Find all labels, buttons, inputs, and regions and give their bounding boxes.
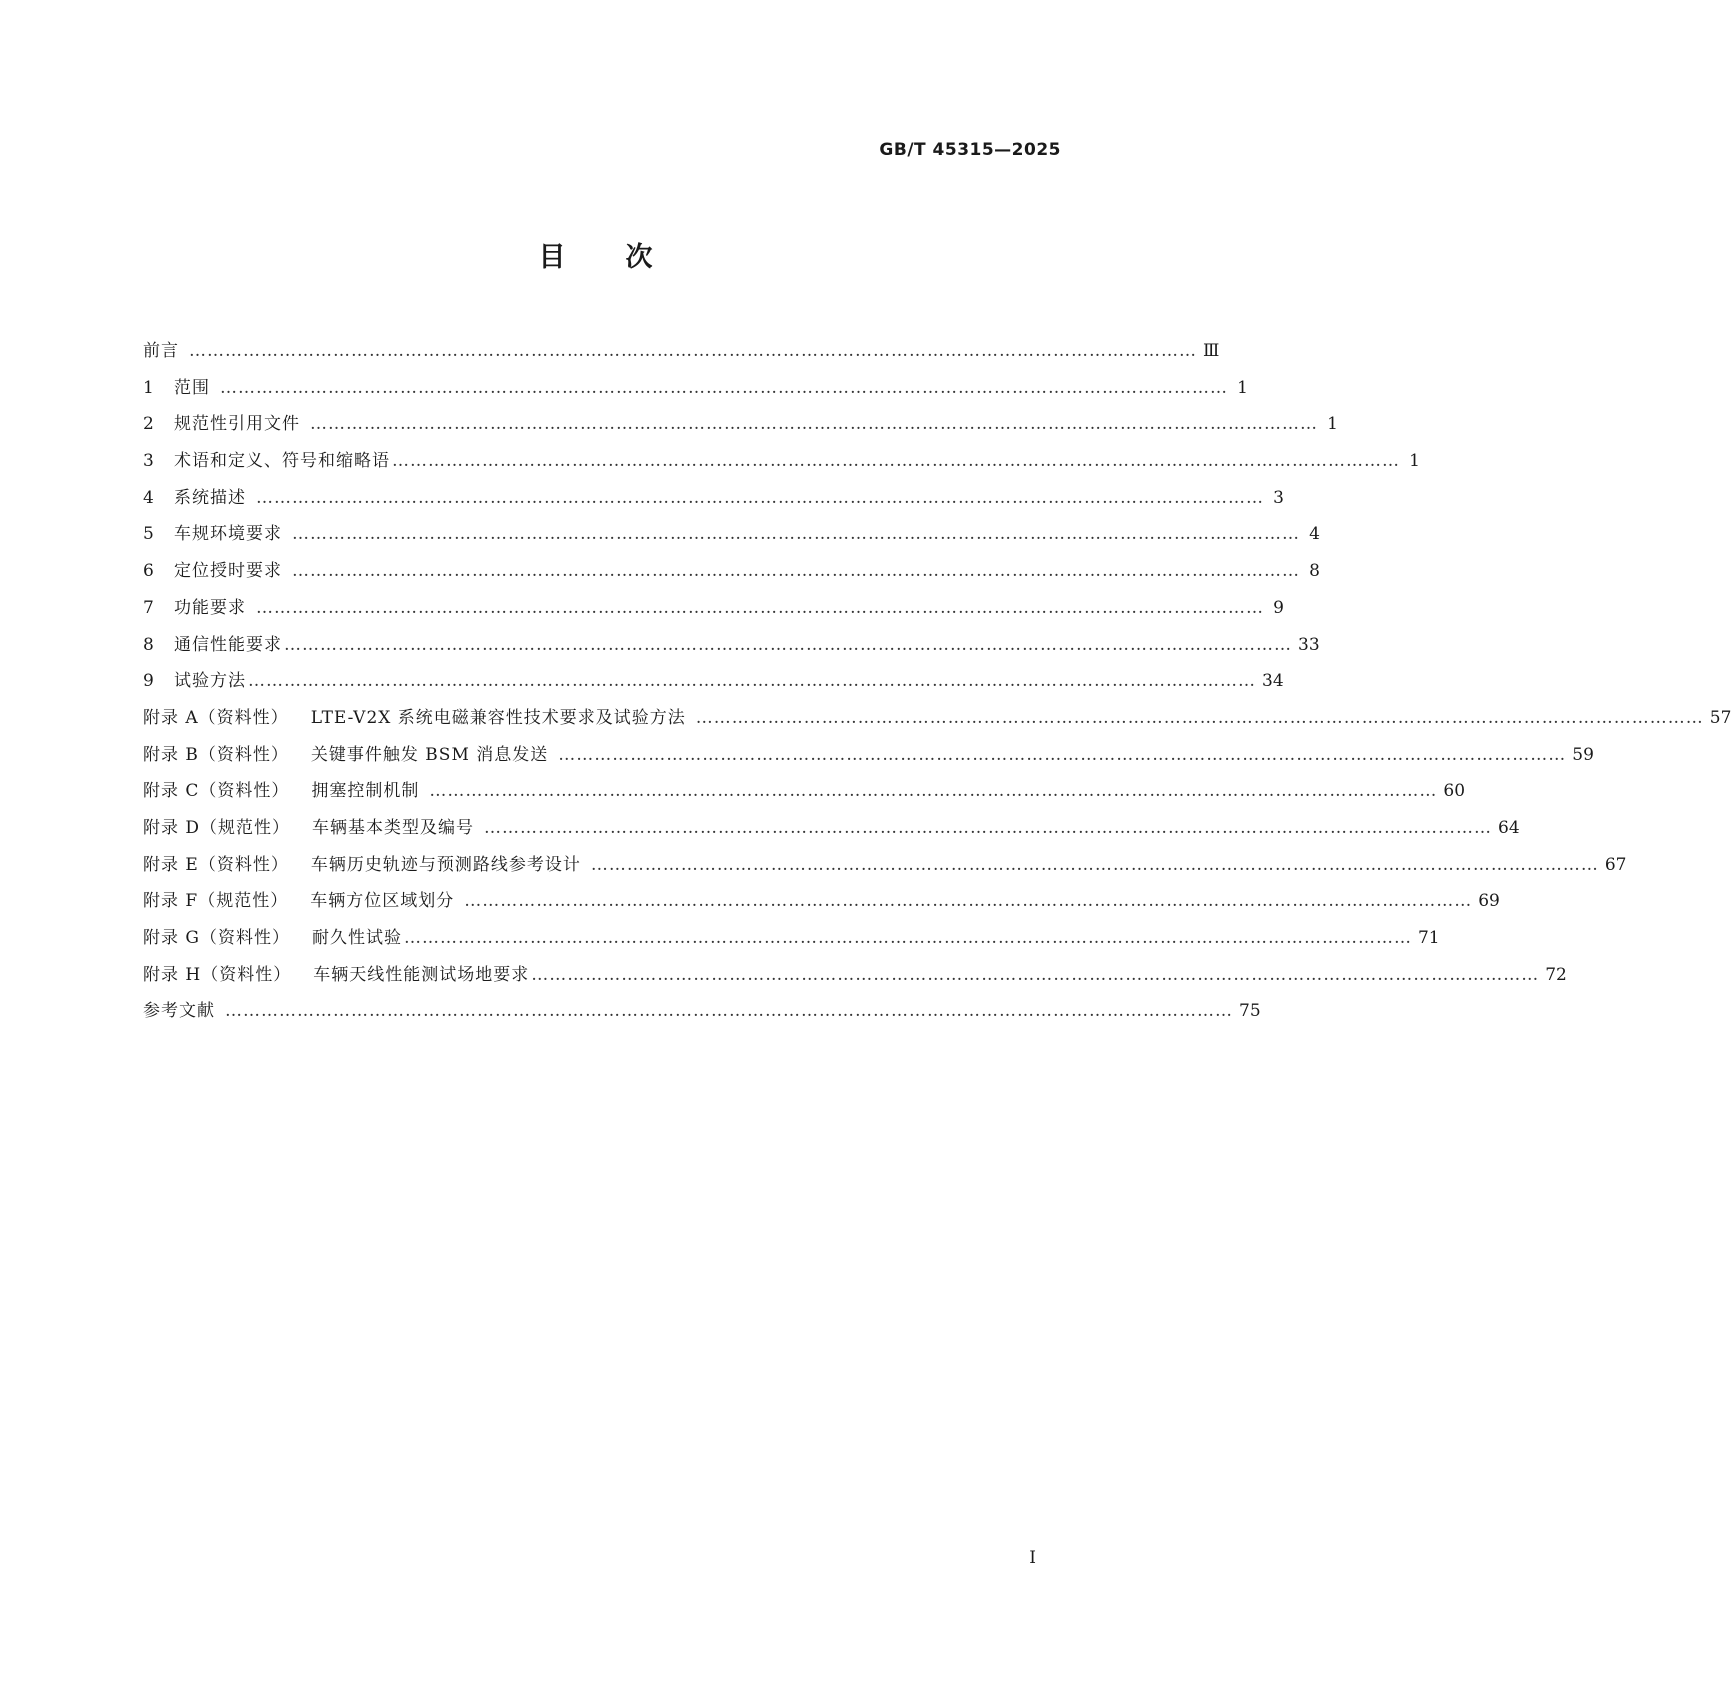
toc-entry-label: 定位授时要求: [174, 561, 282, 582]
toc-leader-dots: ……………………………………………………………………………………………………………………………………………………: [292, 561, 1300, 582]
toc-leader-dots: ……………………………………………………………………………………………………………………………………………………: [189, 341, 1197, 361]
toc-entry-label: 试验方法: [174, 671, 246, 692]
toc-entry-page: 9: [1273, 597, 1284, 618]
toc-entry-page: 69: [1478, 891, 1500, 912]
toc-entry-subtitle: 车辆天线性能测试场地要求: [313, 964, 530, 985]
toc-entry-subtitle: 车辆基本类型及编号: [312, 817, 475, 838]
toc-entry-page: 1: [1237, 377, 1248, 398]
toc-entry-number: 9: [143, 671, 154, 692]
toc-leader-dots: ……………………………………………………………………………………………………………………………………………………: [225, 1001, 1233, 1022]
toc-entry-label: 通信性能要求: [174, 634, 282, 655]
toc-entry-page: 60: [1443, 781, 1466, 802]
toc-entry-annex-e[interactable]: [143, 854, 1627, 891]
toc-entry-page: 72: [1545, 964, 1567, 985]
toc-entry-3[interactable]: [143, 450, 1420, 487]
toc-entry-7[interactable]: [143, 597, 1284, 634]
toc-leader-dots: ……………………………………………………………………………………………………………………………………………………: [695, 707, 1704, 728]
toc-entry-annex-c[interactable]: [143, 780, 1466, 817]
toc-leader-dots: ……………………………………………………………………………………………………………………………………………………: [403, 928, 1412, 948]
toc-entry-page: 57: [1709, 707, 1731, 728]
toc-entry-label: 功能要求: [174, 597, 246, 618]
table-of-contents: [143, 340, 1731, 1037]
toc-entry-page: 64: [1498, 817, 1520, 838]
toc-entry-label: 附录 E（资料性）: [143, 854, 289, 875]
toc-entry-page: 1: [1327, 414, 1338, 435]
toc-entry-subtitle: 拥塞控制机制: [311, 781, 420, 802]
toc-entry-subtitle: 关键事件触发 BSM 消息发送: [310, 744, 549, 765]
toc-leader-dots: ……………………………………………………………………………………………………………………………………………………: [310, 414, 1318, 435]
toc-entry-page: 8: [1309, 561, 1320, 582]
toc-entry-label: 参考文献: [143, 1001, 215, 1022]
toc-entry-label: 附录 A（资料性）: [143, 707, 289, 728]
toc-entry-8[interactable]: [143, 634, 1320, 671]
toc-entry-number: 2: [143, 414, 154, 435]
toc-entry-annex-g[interactable]: [143, 927, 1440, 964]
toc-entry-label: 前言: [143, 341, 179, 361]
toc-entry-label: 附录 F（规范性）: [143, 891, 289, 912]
toc-leader-dots: ……………………………………………………………………………………………………………………………………………………: [429, 781, 1438, 802]
toc-entry-page: 67: [1604, 854, 1627, 875]
toc-entry-page: 75: [1239, 1001, 1261, 1022]
toc-leader-dots: ……………………………………………………………………………………………………………………………………………………: [284, 634, 1292, 655]
toc-entry-annex-h[interactable]: [143, 964, 1567, 1001]
toc-entry-label: 术语和定义、符号和缩略语: [174, 451, 390, 472]
toc-entry-annex-b[interactable]: [143, 744, 1594, 781]
toc-entry-label: 系统描述: [174, 487, 246, 508]
toc-entry-page: 59: [1572, 744, 1594, 765]
toc-leader-dots: ……………………………………………………………………………………………………………………………………………………: [531, 964, 1540, 985]
toc-entry-label: 附录 D（规范性）: [143, 817, 291, 838]
standard-code: GB/T 45315—2025: [879, 140, 1061, 160]
toc-entry-page: 4: [1309, 524, 1320, 545]
toc-entry-annex-f[interactable]: [143, 890, 1500, 927]
toc-entry-9[interactable]: [143, 670, 1284, 707]
toc-entry-annex-d[interactable]: [143, 817, 1520, 854]
toc-entry-label: 附录 G（资料性）: [143, 928, 290, 948]
toc-entry-label: 范围: [174, 377, 210, 398]
toc-leader-dots: ……………………………………………………………………………………………………………………………………………………: [292, 524, 1300, 545]
toc-entry-subtitle: 车辆历史轨迹与预测路线参考设计: [310, 854, 581, 875]
toc-entry-label: 车规环境要求: [174, 524, 282, 545]
page-number: Ⅰ: [1029, 1548, 1036, 1568]
toc-entry-number: 6: [143, 561, 154, 582]
toc-entry-subtitle: LTE-V2X 系统电磁兼容性技术要求及试验方法: [310, 707, 686, 728]
toc-entry-foreword[interactable]: [143, 340, 1220, 377]
toc-entry-6[interactable]: [143, 560, 1320, 597]
toc-entry-page: 1: [1409, 451, 1420, 472]
toc-leader-dots: ……………………………………………………………………………………………………………………………………………………: [220, 377, 1228, 398]
toc-entry-label: 附录 B（资料性）: [143, 744, 289, 765]
toc-entry-number: 3: [143, 451, 154, 472]
toc-entry-page: 34: [1262, 671, 1284, 692]
toc-entry-1[interactable]: [143, 377, 1248, 414]
toc-leader-dots: ……………………………………………………………………………………………………………………………………………………: [248, 671, 1256, 692]
toc-leader-dots: ……………………………………………………………………………………………………………………………………………………: [484, 817, 1493, 838]
toc-entry-annex-a[interactable]: [143, 707, 1731, 744]
toc-entry-references[interactable]: [143, 1000, 1261, 1037]
toc-entry-page: Ⅲ: [1203, 341, 1220, 361]
toc-entry-number: 7: [143, 597, 154, 618]
toc-entry-2[interactable]: [143, 413, 1338, 450]
toc-leader-dots: ……………………………………………………………………………………………………………………………………………………: [590, 854, 1599, 875]
toc-entry-number: 4: [143, 487, 154, 508]
toc-leader-dots: ……………………………………………………………………………………………………………………………………………………: [256, 487, 1264, 508]
toc-entry-number: 8: [143, 634, 154, 655]
toc-entry-page: 33: [1298, 634, 1320, 655]
toc-entry-number: 5: [143, 524, 154, 545]
toc-entry-subtitle: 耐久性试验: [311, 928, 402, 948]
toc-entry-label: 附录 C（资料性）: [143, 781, 290, 802]
toc-entry-page: 3: [1273, 487, 1284, 508]
toc-entry-5[interactable]: [143, 523, 1320, 560]
page-title: 目次: [538, 242, 713, 273]
toc-entry-label: 附录 H（资料性）: [143, 964, 292, 985]
toc-entry-4[interactable]: [143, 487, 1284, 524]
toc-entry-page: 71: [1417, 928, 1440, 948]
toc-entry-subtitle: 车辆方位区域划分: [310, 891, 455, 912]
toc-leader-dots: ……………………………………………………………………………………………………………………………………………………: [464, 891, 1473, 912]
toc-entry-number: 1: [143, 377, 154, 398]
toc-leader-dots: ……………………………………………………………………………………………………………………………………………………: [558, 744, 1567, 765]
toc-leader-dots: ……………………………………………………………………………………………………………………………………………………: [256, 597, 1264, 618]
toc-entry-label: 规范性引用文件: [174, 414, 300, 435]
toc-leader-dots: ……………………………………………………………………………………………………………………………………………………: [392, 451, 1400, 472]
